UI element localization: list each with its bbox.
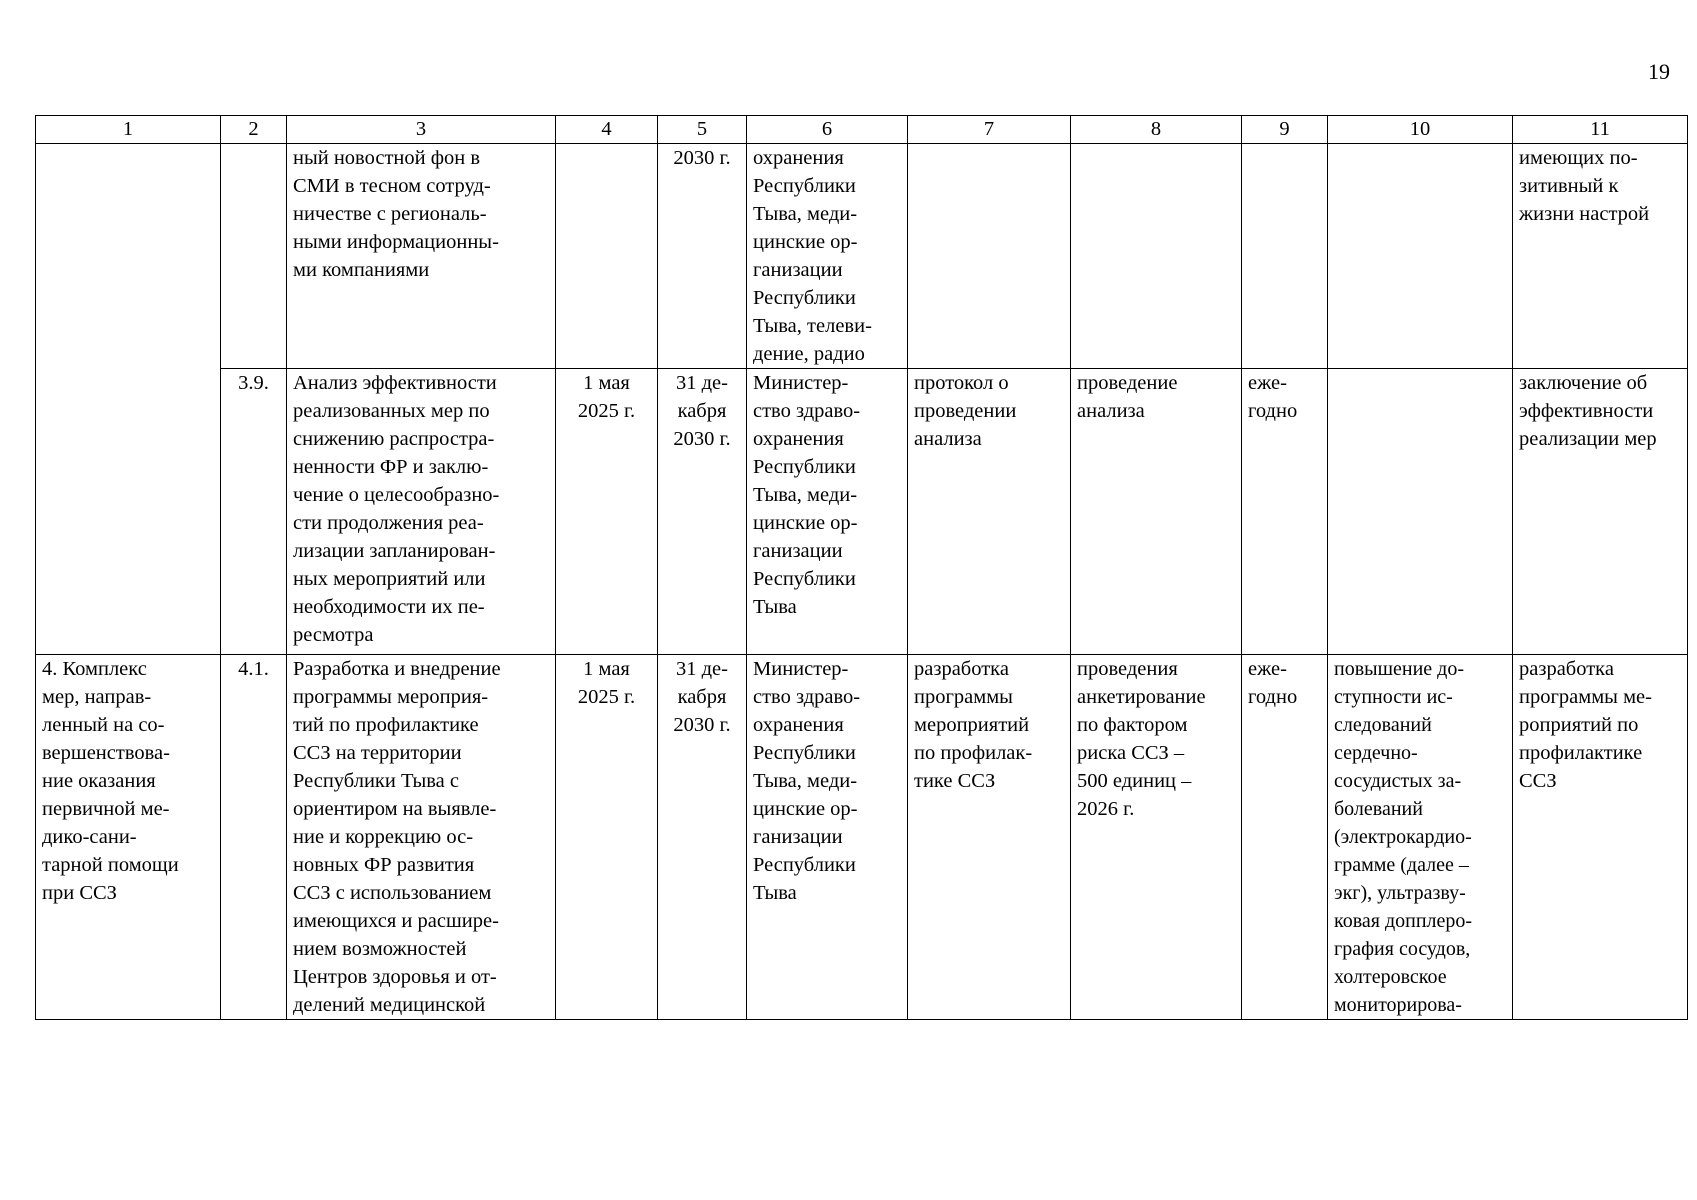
cell-frequency: еже- годно <box>1242 655 1328 1020</box>
column-header-7: 7 <box>908 116 1071 144</box>
column-header-5: 5 <box>658 116 747 144</box>
cell-section: 4. Комплекс мер, направ- ленный на со- вершенствова- ние оказания первичной ме- дико-сани- тарной помощи при ССЗ <box>36 655 221 1020</box>
column-header-11: 11 <box>1513 116 1688 144</box>
column-header-2: 2 <box>221 116 287 144</box>
cell-number: 3.9. <box>221 369 287 655</box>
cell-section <box>36 144 221 655</box>
cell-measure: ный новостной фон в СМИ в тесном сотруд- ничестве с региональ- ными информационны- ми компаниями <box>287 144 556 369</box>
cell-responsible: охранения Республики Тыва, меди- цинские ор- ганизации Республики Тыва, телеви- дение, радио <box>747 144 908 369</box>
cell-indicator <box>1071 144 1242 369</box>
measures-table <box>35 115 1688 1020</box>
column-header-4: 4 <box>556 116 658 144</box>
cell-expected-result: имеющих по- зитивный к жизни настрой <box>1513 144 1688 369</box>
page-number: 19 <box>1648 59 1670 84</box>
cell-result-form: протокол о проведении анализа <box>908 369 1071 655</box>
cell-end-date: 31 де- кабря 2030 г. <box>658 655 747 1020</box>
cell-start-date: 1 мая 2025 г. <box>556 369 658 655</box>
cell-measure: Разработка и внедрение программы мероприя- тий по профилактике ССЗ на территории Республики Тыва с ориентиром на выявле- ние и коррекцию ос- новных ФР развития ССЗ с использованием имеющихся и расшире- нием возможностей Центров здоровья и от- делений медицинской <box>287 655 556 1020</box>
cell-expected-result: разработка программы ме- роприятий по профилактике ССЗ <box>1513 655 1688 1020</box>
cell-responsible: Министер- ство здраво- охранения Республики Тыва, меди- цинские ор- ганизации Республики Тыва <box>747 655 908 1020</box>
cell-expected-result: заключение об эффективности реализации мер <box>1513 369 1688 655</box>
cell-frequency: еже- годно <box>1242 369 1328 655</box>
table-row <box>36 655 1688 1020</box>
cell-target: повышение до- ступности ис- следований сердечно- сосудистых за- болеваний (электрокардио- грамме (далее – экг), ультразву- ковая допплеро- графия сосудов, холтеровское мониторирова- <box>1328 655 1513 1020</box>
cell-responsible: Министер- ство здраво- охранения Республики Тыва, меди- цинские ор- ганизации Республики Тыва <box>747 369 908 655</box>
cell-end-date: 2030 г. <box>658 144 747 369</box>
cell-number <box>221 144 287 369</box>
column-header-10: 10 <box>1328 116 1513 144</box>
table-row <box>36 144 1688 369</box>
cell-start-date <box>556 144 658 369</box>
cell-result-form: разработка программы мероприятий по профилак- тике ССЗ <box>908 655 1071 1020</box>
cell-end-date: 31 де- кабря 2030 г. <box>658 369 747 655</box>
cell-measure: Анализ эффективности реализованных мер по снижению распростра- ненности ФР и заклю- чение о целесообразно- сти продолжения реа- лизации запланирован- ных мероприятий или необходимости их пе- ресмотра <box>287 369 556 655</box>
column-header-3: 3 <box>287 116 556 144</box>
cell-start-date: 1 мая 2025 г. <box>556 655 658 1020</box>
cell-number: 4.1. <box>221 655 287 1020</box>
cell-indicator: проведение анализа <box>1071 369 1242 655</box>
cell-frequency <box>1242 144 1328 369</box>
column-header-8: 8 <box>1071 116 1242 144</box>
cell-indicator: проведения анкетирование по фактором риска ССЗ – 500 единиц – 2026 г. <box>1071 655 1242 1020</box>
table-header-row <box>36 116 1688 144</box>
table-row <box>36 369 1688 655</box>
cell-target <box>1328 369 1513 655</box>
cell-result-form <box>908 144 1071 369</box>
column-header-9: 9 <box>1242 116 1328 144</box>
cell-target <box>1328 144 1513 369</box>
column-header-1: 1 <box>36 116 221 144</box>
column-header-6: 6 <box>747 116 908 144</box>
